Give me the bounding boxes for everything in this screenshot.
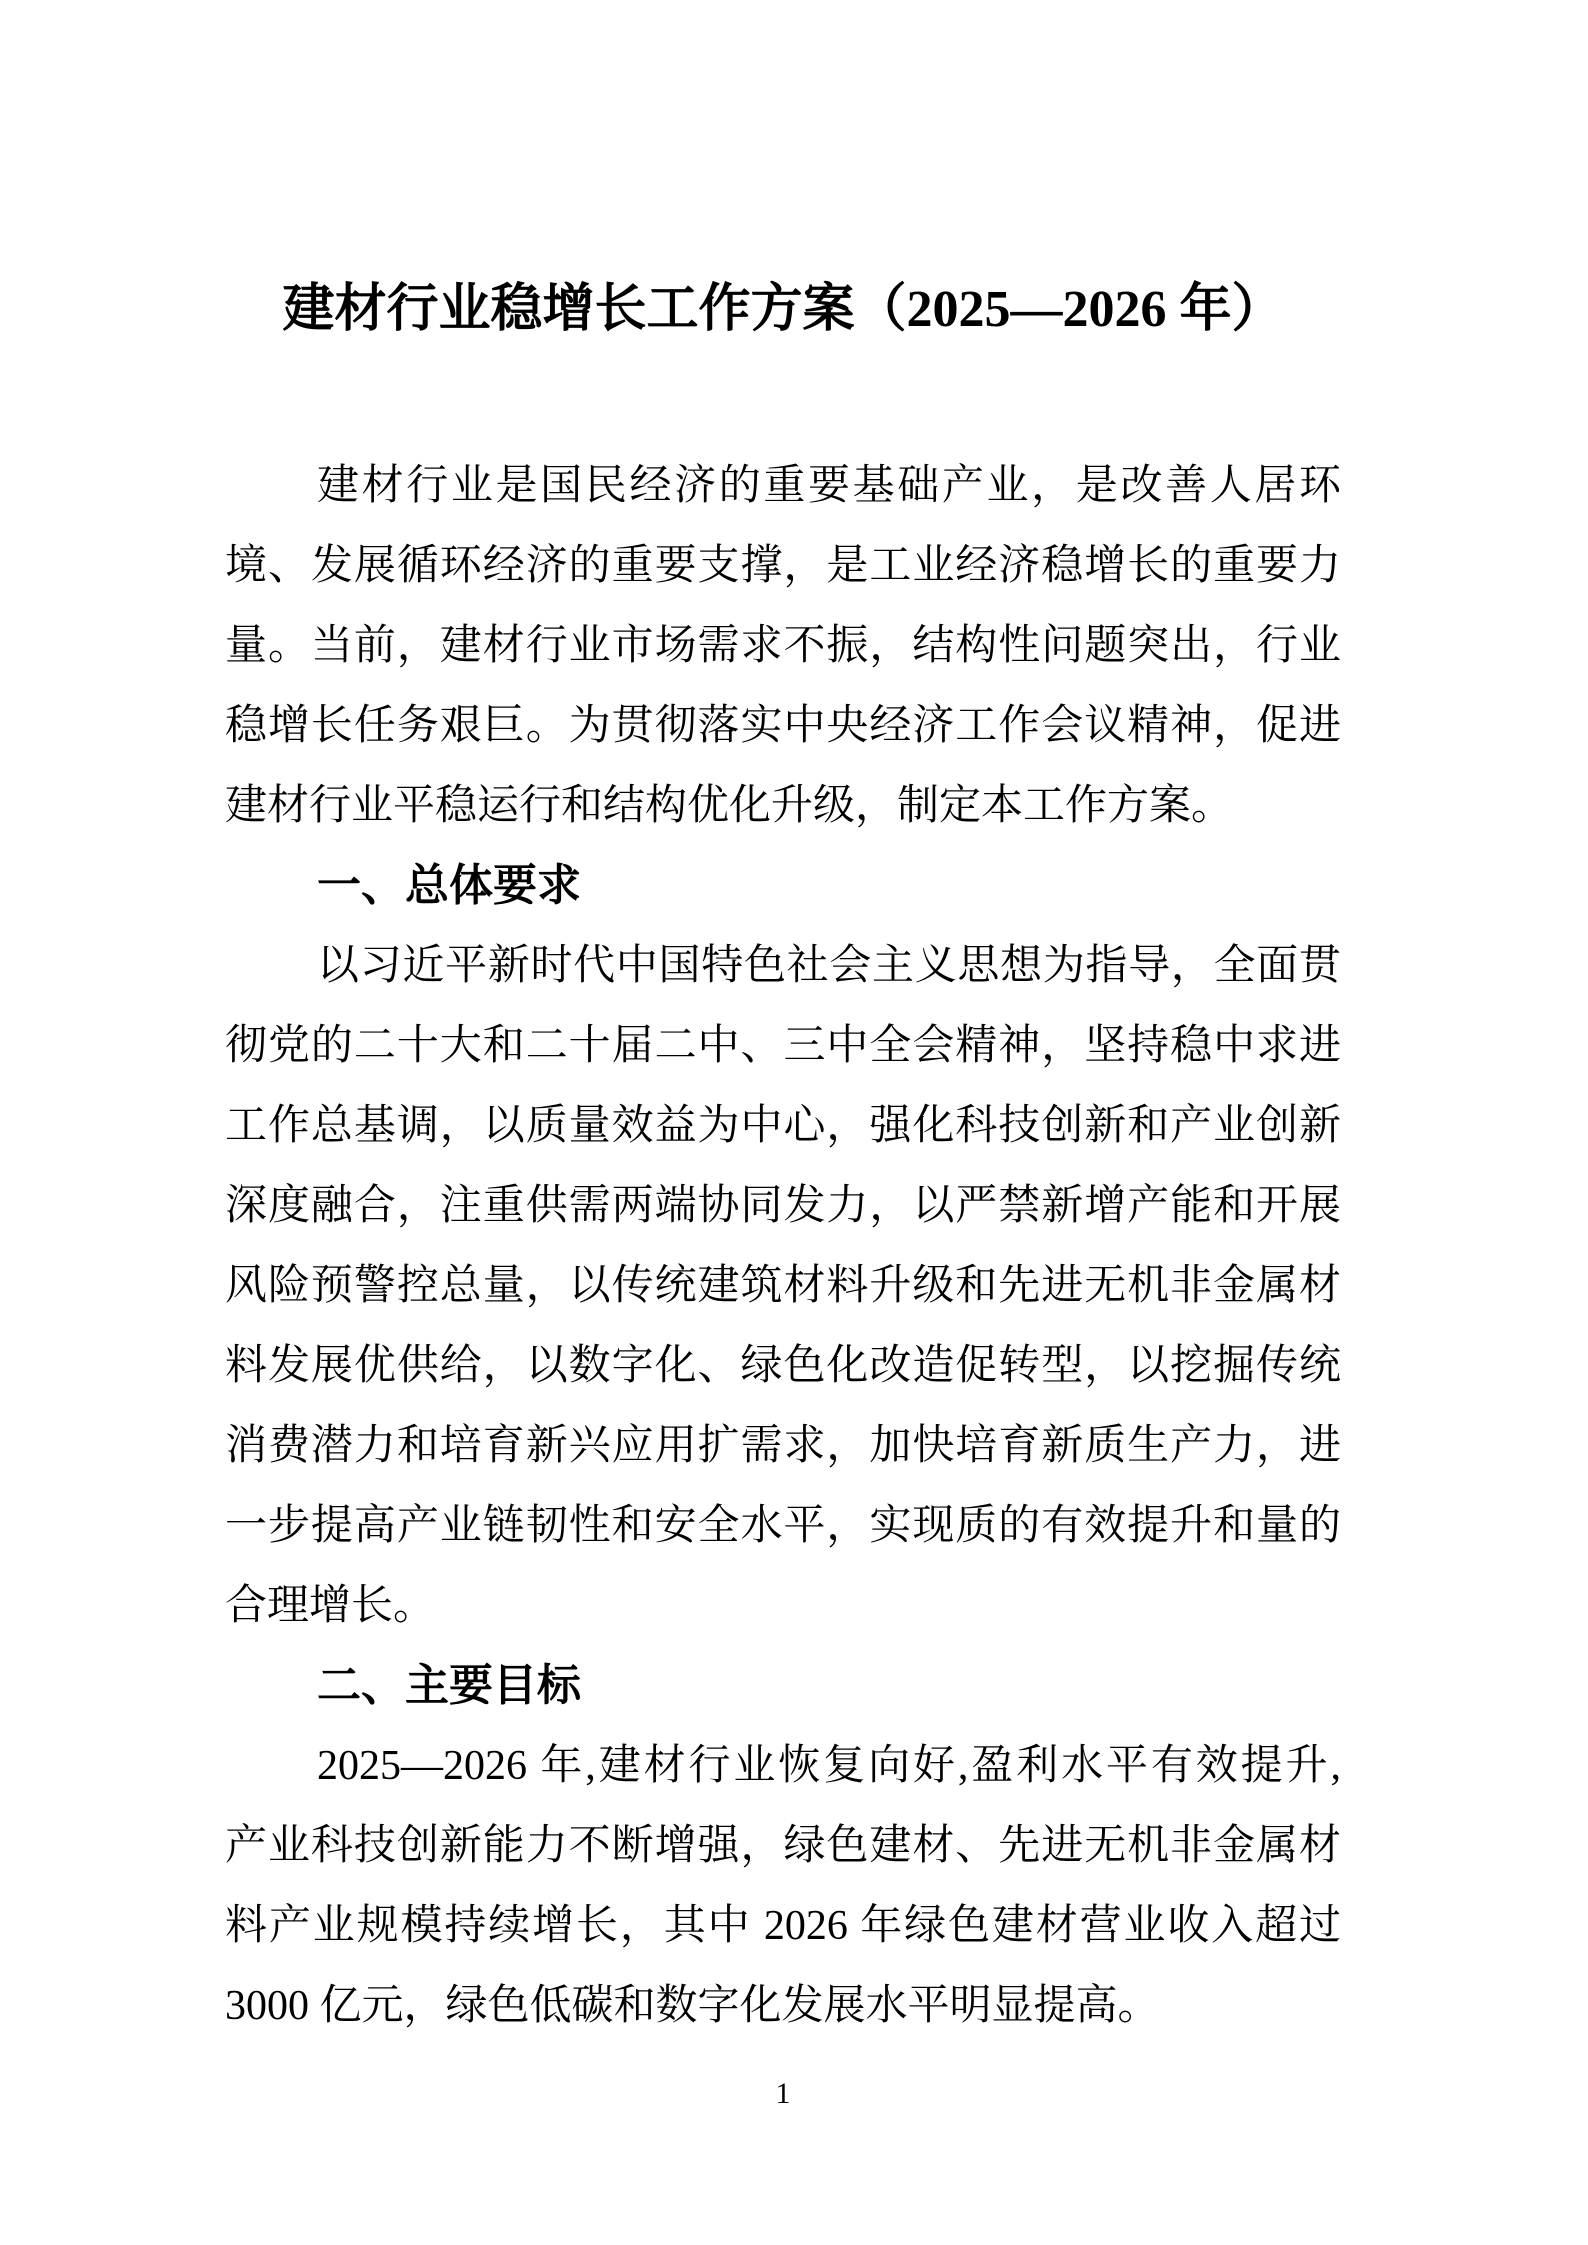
paragraph-line: 量。当前，建材行业市场需求不振，结构性问题突出，行业 — [225, 623, 1341, 669]
paragraph-line: 料发展优供给，以数字化、绿色化改造促转型，以挖掘传统 — [225, 1343, 1341, 1389]
paragraph-line: 产业科技创新能力不断增强，绿色建材、先进无机非金属材 — [225, 1823, 1341, 1869]
page-number: 1 — [775, 2077, 791, 2110]
document-body — [225, 446, 1341, 2046]
paragraph-line: 合理增长。 — [225, 1583, 436, 1629]
paragraph-line: 建材行业平稳运行和结构优化升级，制定本工作方案。 — [225, 783, 1234, 829]
paragraph-line: 工作总基调，以质量效益为中心，强化科技创新和产业创新 — [225, 1103, 1341, 1149]
paragraph-line: 稳增长任务艰巨。为贯彻落实中央经济工作会议精神，促进 — [225, 703, 1341, 749]
paragraph-line: 以习近平新时代中国特色社会主义思想为指导，全面贯 — [317, 943, 1341, 989]
paragraph-line: 消费潜力和培育新兴应用扩需求，加快培育新质生产力，进 — [225, 1423, 1341, 1469]
paragraph-line: 料产业规模持续增长，其中 2026 年绿色建材营业收入超过 — [225, 1903, 1341, 1949]
paragraph-line: 2025—2026 年,建材行业恢复向好,盈利水平有效提升, — [317, 1743, 1341, 1789]
paragraph-line: 彻党的二十大和二十届二中、三中全会精神，坚持稳中求进 — [225, 1023, 1341, 1069]
paragraph-line: 一步提高产业链韧性和安全水平，实现质的有效提升和量的 — [225, 1503, 1341, 1549]
document-title: 建材行业稳增长工作方案（2025—2026 年） — [282, 281, 1284, 338]
paragraph-line: 3000 亿元，绿色低碳和数字化发展水平明显提高。 — [225, 1983, 1160, 2029]
paragraph-line: 深度融合，注重供需两端协同发力，以严禁新增产能和开展 — [225, 1183, 1341, 1229]
section-heading: 二、主要目标 — [317, 1661, 581, 1710]
paragraph-line: 风险预警控总量，以传统建筑材料升级和先进无机非金属材 — [225, 1263, 1341, 1309]
section-heading: 一、总体要求 — [317, 861, 581, 910]
paragraph-line: 境、发展循环经济的重要支撑，是工业经济稳增长的重要力 — [225, 543, 1341, 589]
paragraph-line: 建材行业是国民经济的重要基础产业，是改善人居环 — [317, 463, 1341, 509]
